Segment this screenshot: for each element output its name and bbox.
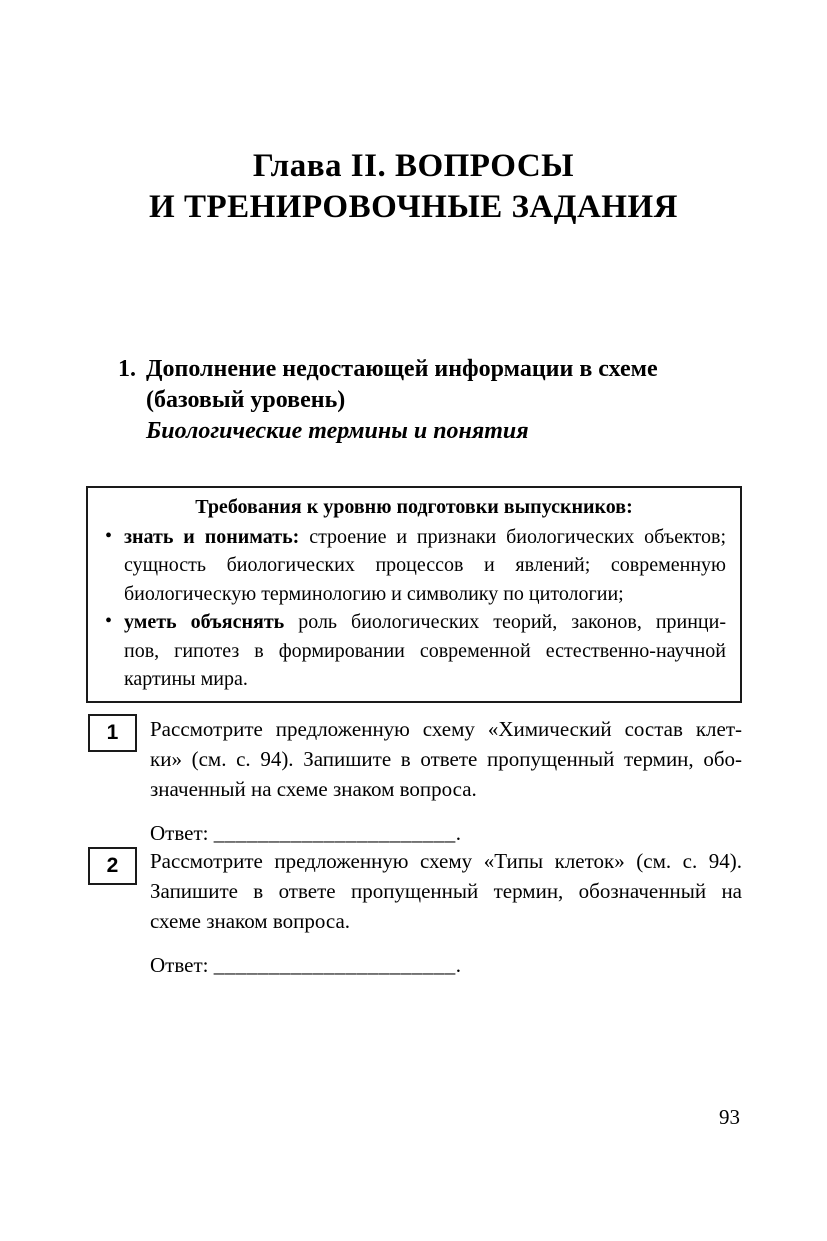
- requirements-box: [86, 486, 742, 703]
- task-number-box: [88, 714, 137, 752]
- task-number: 1: [106, 721, 119, 744]
- chapter-title-line-2: И ТРЕНИРОВОЧНЫЕ ЗАДАНИЯ: [149, 189, 678, 225]
- task-text-line: схеме знаком вопроса.: [150, 909, 351, 933]
- chapter-title: [0, 146, 827, 228]
- answer-period: .: [455, 953, 461, 977]
- requirement-item: [102, 523, 726, 609]
- chapter-title-line-1: Глава II. ВОПРОСЫ: [252, 148, 575, 184]
- answer-label: Ответ:: [150, 821, 209, 845]
- task-text-line: Запишите в ответе пропущенный термин, обозначенный на: [150, 879, 742, 903]
- task-text: [150, 846, 742, 980]
- task-text-line: значенный на схеме знаком вопроса.: [150, 777, 477, 801]
- bullet-icon: •: [105, 610, 113, 632]
- task-number: 2: [106, 854, 119, 877]
- requirement-line: картины мира.: [124, 668, 248, 690]
- section-heading-line-1: Дополнение недостающей информации в схеме: [146, 356, 658, 382]
- requirement-line: биологическую терминологию и символику по цитологии;: [124, 582, 624, 605]
- requirement-lead: уметь объяснять: [124, 611, 285, 633]
- requirement-line: пов, гипотез в формировании современной естественно-научной: [124, 639, 726, 662]
- task-number-box: [88, 847, 137, 885]
- requirement-line: [124, 523, 726, 552]
- requirement-item: [102, 608, 726, 694]
- requirements-title: Требования к уровню подготовки выпускников:: [195, 496, 633, 518]
- task-text-line: Рассмотрите предложенную схему «Типы клеток» (см. с. 94).: [150, 849, 742, 873]
- answer-period: .: [455, 821, 461, 845]
- answer-blank: ______________________: [213, 821, 456, 845]
- section-number: 1.: [118, 356, 136, 382]
- section-heading-line-2: (базовый уровень): [146, 387, 346, 413]
- task-1: [88, 714, 743, 848]
- requirement-line: сущность биологических процессов и явлений; современную: [124, 554, 726, 576]
- requirement-lead: знать и понимать:: [124, 525, 300, 548]
- answer-line: [150, 818, 742, 848]
- task-text: [150, 714, 742, 848]
- answer-blank: ______________________: [213, 953, 456, 977]
- task-text-line: ки» (см. с. 94). Запишите в ответе пропущенный термин, обо-: [150, 747, 742, 771]
- page-number: 93: [719, 1105, 740, 1129]
- task-text-line: Рассмотрите предложенную схему «Химический состав клет-: [150, 717, 742, 741]
- bullet-icon: •: [105, 524, 113, 547]
- requirement-text: роль биологических теорий, законов, принци-: [298, 611, 726, 633]
- answer-label: Ответ:: [150, 953, 209, 977]
- requirement-text: строение и признаки биологических объектов;: [309, 525, 726, 548]
- section-subheading: Биологические термины и понятия: [146, 418, 529, 444]
- answer-line: [150, 950, 742, 980]
- section-heading: [118, 354, 718, 447]
- task-2: [88, 846, 743, 980]
- requirement-line: [124, 608, 726, 637]
